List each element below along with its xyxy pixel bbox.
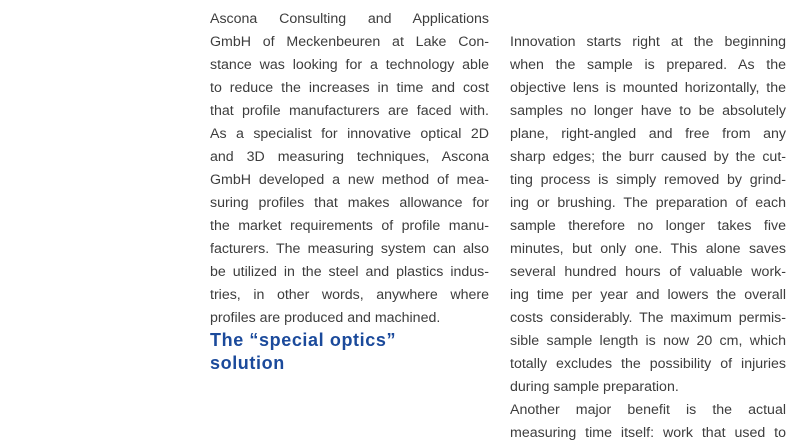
text-line: objective lens is mounted horizontally, the xyxy=(510,80,786,96)
text-line: and 3D measuring techniques, Ascona xyxy=(210,149,489,165)
text-line: minutes, but only one. This alone saves xyxy=(510,241,786,257)
text-line: ing or brushing. The preparation of each xyxy=(510,195,786,211)
innovation-paragraph xyxy=(510,31,786,399)
text-line: GmbH developed a new method of mea- xyxy=(210,172,489,188)
text-line: plane, right-angled and free from any xyxy=(510,126,786,142)
text-line: profiles are produced and machined. xyxy=(210,310,441,326)
text-line: several hundred hours of valuable work- xyxy=(510,264,786,280)
left-text-column xyxy=(210,8,489,375)
text-line: facturers. The measuring system can also xyxy=(210,241,489,257)
text-line: to reduce the increases in time and cost xyxy=(210,80,489,96)
text-line: sible sample length is now 20 cm, which xyxy=(510,333,786,349)
text-line: costs considerably. The maximum permis- xyxy=(510,310,786,326)
text-line: ing time per year and lowers the overall xyxy=(510,287,786,303)
intro-paragraph xyxy=(210,8,489,330)
section-heading-special-optics-solution xyxy=(210,329,489,375)
text-line: sharp edges; the burr caused by the cut- xyxy=(510,149,786,165)
text-line: Ascona Consulting and Applications xyxy=(210,11,489,27)
text-line: the market requirements of profile manu- xyxy=(210,218,489,234)
text-line: GmbH of Meckenbeuren at Lake Con- xyxy=(210,34,489,50)
text-line: solution xyxy=(210,353,285,373)
text-line: As a specialist for innovative optical 2D xyxy=(210,126,489,142)
text-line: Another major benefit is the actual xyxy=(510,402,786,418)
text-line: tries, in other words, anywhere where xyxy=(210,287,489,303)
text-line: when the sample is prepared. As the xyxy=(510,57,786,73)
text-line: suring profiles that makes allowance for xyxy=(210,195,489,211)
text-line: The “special optics” xyxy=(210,330,397,350)
text-line: ting process is simply removed by grind- xyxy=(510,172,786,188)
text-line: be utilized in the steel and plastics indus- xyxy=(210,264,489,280)
text-line: Innovation starts right at the beginning xyxy=(510,34,786,50)
text-line: samples no longer have to be absolutely xyxy=(510,103,786,119)
text-line: sample therefore no longer takes five xyxy=(510,218,786,234)
text-line: stance was looking for a technology able xyxy=(210,57,489,73)
text-line: that profile manufacturers are faced with. xyxy=(210,103,489,119)
right-text-column xyxy=(510,31,786,445)
text-line: during sample preparation. xyxy=(510,379,679,395)
measuring-time-paragraph xyxy=(510,399,786,445)
text-line: measuring time itself: work that used to xyxy=(510,425,786,441)
text-line: totally excludes the possibility of injuries xyxy=(510,356,786,372)
